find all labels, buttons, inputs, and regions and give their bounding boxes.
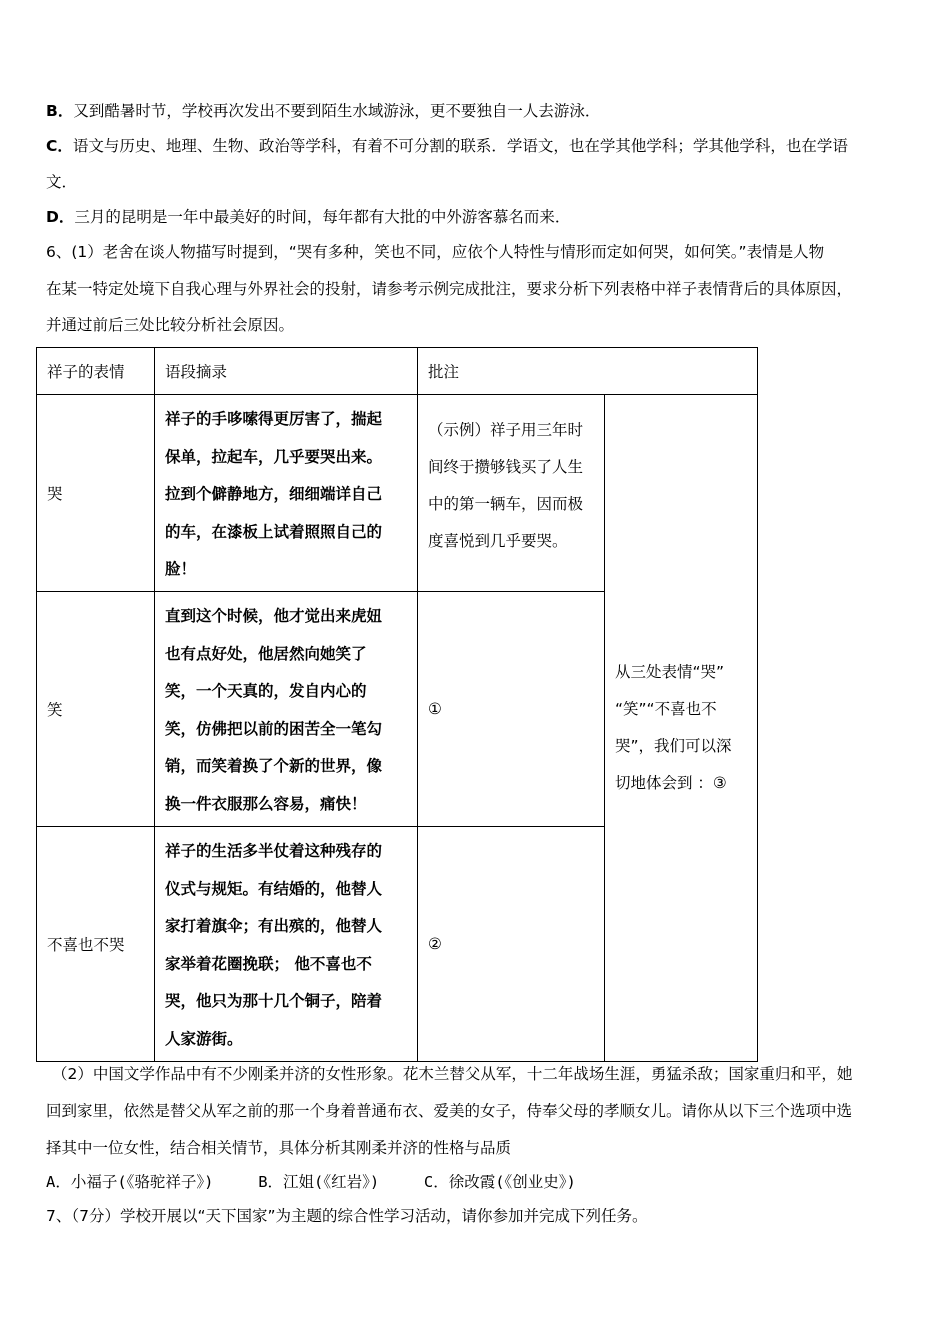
row-1-excerpt [155, 395, 418, 592]
q6-part2-line-3: 择其中一位女性，结合相关情节，具体分析其刚柔并济的性格与品质 [46, 1139, 512, 1157]
excerpt-line: 保单，拉起车，几乎要哭出来。 [165, 446, 383, 466]
option-b-letter: B． [46, 102, 74, 120]
excerpt-line: 哭，他只为那十几个铜子，陪着 [165, 991, 383, 1010]
excerpt-line: 祥子的手哆嗦得更厉害了，揣起 [165, 409, 383, 428]
q6-part2-line-2: 回到家里，依然是替父从军之前的那一个身着普通布衣、爱美的女子，侍奉父母的孝顺女儿。请你从以下三个选项中选 [46, 1102, 853, 1120]
annotation-line: 中的第一辆车，因而极 [428, 495, 584, 513]
row-2-annotation-blank[interactable]: ① [418, 592, 605, 827]
row-3-expression: 不喜也不哭 [37, 827, 155, 1062]
table-row [37, 395, 758, 592]
excerpt-line: 家打着旗伞；有出殡的，他替人 [165, 916, 383, 935]
option-d [46, 207, 570, 227]
option-c [46, 136, 848, 156]
row-1-expression: 哭 [37, 395, 155, 592]
q7-text: 7、（7分）学校开展以“天下国家”为主题的综合性学习活动，请你参加并完成下列任务。 [46, 1207, 648, 1225]
row-1-annotation [418, 395, 605, 592]
summary-line: 哭”，我们可以深 [615, 737, 732, 755]
excerpt-line: 脸！ [165, 559, 197, 578]
q6-intro-line-1: 6、(1）老舍在谈人物描写时提到，“哭有多种，笑也不同，应依个人特性与情形而定如何哭，如何笑。”表情是人物 [46, 243, 825, 261]
excerpt-line: 也有点好处，他居然向她笑了 [165, 643, 367, 663]
excerpt-line: 笑，仿佛把以前的困苦全一笔勾 [165, 718, 383, 738]
row-2-excerpt [155, 592, 418, 827]
excerpt-line: 笑，一个天真的，发自内心的 [165, 681, 367, 700]
row-2-expression: 笑 [37, 592, 155, 827]
option-d-letter: D． [46, 208, 75, 226]
excerpt-line: 人家游街。 [165, 1028, 243, 1048]
choice-a[interactable]: A．小福子(《骆驼祥子》) [46, 1173, 214, 1191]
option-c-continued: 文． [46, 173, 78, 191]
excerpt-line: 换一件衣服那么容易，痛快！ [165, 793, 367, 813]
q6-part2-line-1: （2）中国文学作品中有不少刚柔并济的女性形象。花木兰替父从军，十二年战场生涯，勇猛杀敌；国家重归和平，她 [52, 1065, 853, 1083]
header-expression: 祥子的表情 [37, 348, 155, 395]
excerpt-line: 拉到个僻静地方，细细端详自己 [165, 484, 383, 503]
annotation-table [36, 347, 758, 1062]
excerpt-line: 仪式与规矩。有结婚的，他替人 [165, 878, 383, 898]
option-b [46, 101, 600, 121]
header-excerpt: 语段摘录 [155, 348, 418, 395]
row-3-annotation-blank[interactable]: ② [418, 827, 605, 1062]
summary-line: 切地体会到 ：③ [615, 774, 727, 792]
option-c-letter: C． [46, 137, 73, 155]
excerpt-line: 销，而笑着换了个新的世界，像 [165, 756, 383, 775]
summary-line: 从三处表情“哭” [615, 663, 725, 681]
excerpt-line: 祥子的生活多半仗着这种残存的 [165, 841, 383, 860]
option-c-text: 语文与历史、地理、生物、政治等学科，有着不可分割的联系．学语文，也在学其他学科；学其他学科，也在学语 [72, 137, 848, 155]
annotation-line: 间终于攒够钱买了人生 [428, 458, 584, 476]
excerpt-line: 家举着花圈挽联； 他不喜也不 [165, 953, 372, 973]
excerpt-line: 的车，在漆板上试着照照自己的 [165, 521, 383, 541]
q6-intro-line-2: 在某一特定处境下自我心理与外界社会的投射，请参考示例完成批注，要求分析下列表格中祥子表情背后的具体原因， [46, 280, 853, 298]
option-b-text: 又到酷暑时节，学校再次发出不要到陌生水域游泳，更不要独自一人去游泳． [73, 102, 601, 120]
header-annotation: 批注 [418, 348, 758, 395]
q6-choices [46, 1172, 576, 1192]
q6-intro-line-3: 并通过前后三处比较分析社会原因。 [46, 316, 295, 334]
choice-b[interactable]: B．江姐(《红岩》) [258, 1173, 380, 1191]
summary-annotation [605, 395, 758, 1062]
row-3-excerpt [155, 827, 418, 1062]
excerpt-line: 直到这个时候，他才觉出来虎妞 [165, 606, 383, 625]
annotation-line: 度喜悦到几乎要哭。 [428, 532, 568, 550]
choice-c[interactable]: C．徐改霞(《创业史》) [423, 1173, 576, 1191]
summary-line: “笑”“不喜也不 [615, 700, 717, 718]
option-d-text: 三月的昆明是一年中最美好的时间，每年都有大批的中外游客慕名而来． [74, 208, 571, 226]
annotation-line: （示例）祥子用三年时 [428, 421, 584, 439]
table-header-row [37, 348, 758, 395]
